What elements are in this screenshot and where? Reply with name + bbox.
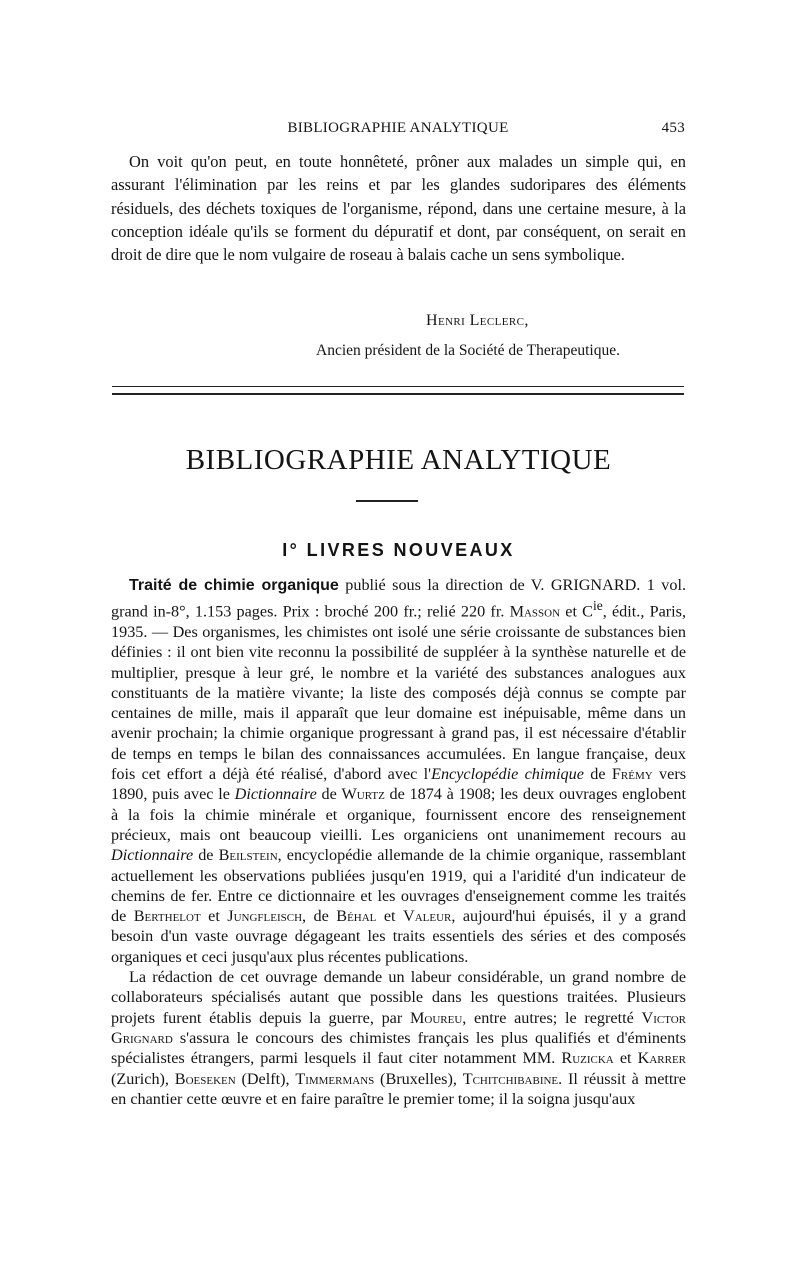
author-name: Timmermans [295, 1069, 375, 1088]
superscript: ie [592, 598, 603, 614]
author-name: Béhal [336, 907, 377, 926]
author-name: Jungfleisch [227, 907, 303, 926]
title-underline-rule [356, 500, 418, 502]
author-name: Berthelot [133, 907, 201, 926]
closing-paragraph: On voit qu'on peut, en toute honnêteté, prôner aux malades un simple qui, en assurant l'élimination par les reins et par les glandes sudoripares des éléments résiduels, des déchets toxiques de l'organisme, répond, dans une certaine mesure, à la conception idéale qu'ils se forment du dépuratif et dont, par conséquent, on serait en droit de dire que le nom vulgaire de roseau à balais cache un sens symbolique. [111, 152, 686, 265]
review-paragraph-1 [111, 575, 686, 967]
author-name: Frémy [611, 765, 653, 784]
signature-role: Ancien président de la Société de Therapeutique. [316, 342, 620, 359]
review-text: (Bruxelles), [374, 1069, 463, 1088]
publisher-name: Masson [509, 602, 561, 621]
review-text: (Zurich), [111, 1069, 175, 1088]
review-text: et [376, 907, 403, 926]
review-text: , édit., Paris, 1935. — Des organismes, les chimistes ont isolé une série croissante de substances bien définies : il ont bien vite reconnu la possibilité de suppléer à la synthèse naturelle et de multiplier, presque à leur gré, le nombre et la variété des substances analogues aux constituants de la matière vivante; la liste des composés déjà connus se compte par centaines de mille, mais il apparaît que leur domaine est inépuisable, même dans un avenir prochain; la chimie organique progressant à grand pas, il est nécessaire d'établir de temps en temps le bilan des connaissances accumulées. En langue française, deux fois cet effort a déjà été réalisé, d'abord avec l' [111, 602, 687, 784]
author-name: Tchitchibabine [462, 1069, 559, 1088]
running-head-title: BIBLIOGRAPHIE ANALYTIQUE [287, 120, 509, 136]
review-text: de [583, 765, 612, 784]
book-review [111, 575, 686, 1109]
review-text: publié sous la direction de V. GRIGNARD. 1 vol. grand in-8°, 1.153 pages. Prix : broché 200 fr.; relié 220 fr. [111, 576, 687, 621]
review-text: et [200, 907, 228, 926]
page-number: 453 [661, 120, 685, 136]
review-text: . Il réussit à mettre en chantier cette œuvre et en faire paraître le premier tome; il la soigna jusqu'aux [111, 1069, 686, 1108]
review-text: de 1874 à 1908; les deux ouvrages englobent à la fois la chimie minérale et organique, fournissent encore des renseignement précieux, mais ont beaucoup vieilli. Les organiciens ont unanimement recours au [111, 785, 686, 844]
review-text: de [316, 785, 342, 804]
italic-title: Encyclopédie chimique [431, 765, 584, 784]
author-name: Karrer [637, 1049, 687, 1068]
signature-name: Henri Leclerc, [426, 312, 529, 329]
review-text: s'assura le concours des chimistes français les plus qualifiés et d'éminents spécialistes étrangers, parmi lesquels il faut citer notamment MM. [111, 1028, 686, 1068]
double-rule-divider [112, 386, 684, 395]
author-name: Moureu [409, 1008, 463, 1027]
section-title: I° LIVRES NOUVEAUX [282, 540, 515, 560]
book-title: Traité de chimie organique [129, 577, 339, 594]
review-text: de [193, 846, 219, 865]
italic-title: Dictionnaire [234, 785, 317, 804]
closing-paragraph-block [111, 150, 686, 266]
review-text: et C [560, 602, 593, 621]
review-text: (Delft), [235, 1069, 296, 1088]
review-paragraph-2 [111, 967, 686, 1109]
italic-title: Dictionnaire [111, 846, 194, 865]
review-text: , de [302, 907, 337, 926]
review-text: et [613, 1049, 638, 1068]
author-name: Victor Grignard [111, 1008, 686, 1047]
author-name: Ruzicka [561, 1049, 614, 1068]
review-text: , encyclopédie allemande de la chimie organique, rassemblant actuellement les observations publiées jusqu'en 1919, qui a l'aridité d'un indicateur de chemins de fer. Entre ce dictionnaire et les ouvrages d'enseignement comme les traités de [111, 846, 686, 926]
author-name: Wurtz [341, 785, 385, 804]
author-name: Beilstein [218, 846, 278, 865]
running-head [111, 120, 685, 140]
main-title: BIBLIOGRAPHIE ANALYTIQUE [185, 444, 612, 476]
author-name: Valeur [403, 907, 452, 926]
review-text: , aujourd'hui épuisés, il y a grand besoin d'un vaste ouvrage dégageant les traits essentiels des séries et des composés organiques et ceci jusqu'aux plus récentes publications. [111, 907, 686, 966]
review-text: La rédaction de cet ouvrage demande un labeur considérable, un grand nombre de collaborateurs spécialisés autant que possible dans les questions traitées. Plusieurs projets furent établis depuis la guerre, par [111, 968, 686, 1027]
review-text: vers 1890, puis avec le [111, 765, 687, 804]
author-name: Boeseken [174, 1069, 236, 1088]
review-text: , entre autres; le regretté [462, 1008, 642, 1027]
